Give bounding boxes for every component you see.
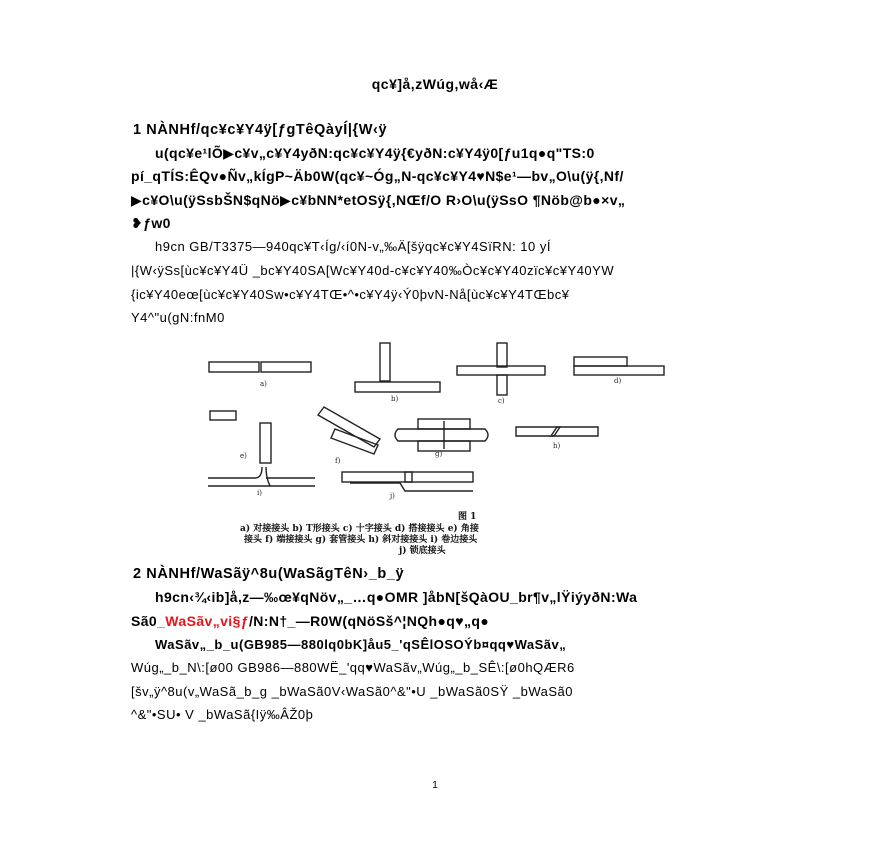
figure-caption-line: j) 锁底接头: [399, 546, 446, 556]
joint-j-plate-left: [342, 472, 412, 482]
joint-c-web-top: [497, 343, 507, 367]
label-c: c): [498, 397, 505, 405]
label-b: b): [391, 395, 399, 403]
section-2-heading: 2 NÀNHf/WaSãÿ^8u(WaSãgTêN›_b_ÿ: [133, 566, 405, 582]
joint-i-edges: [208, 467, 315, 486]
joint-b-flange: [355, 382, 440, 392]
joint-e-plate-top: [210, 411, 236, 420]
page-number: 1: [432, 780, 438, 791]
label-h: h): [553, 442, 561, 450]
label-d: d): [614, 377, 622, 385]
label-e: e): [240, 452, 247, 460]
joint-b-web: [380, 343, 390, 381]
section-1-para-line: Y4^"u(gN:fnM0: [131, 310, 225, 325]
section-2-para-line: Wúg„_b_N\:[ø00 GB986—880WË_'qq♥WaSãv„Wúg„_b_SÊ\:[ø0hQÆR6: [131, 660, 575, 675]
joint-g-pipe: [395, 429, 488, 441]
section-2-line-post: /N:N†_—R0W(qNöSš^¦NQh●q♥„q●: [248, 613, 490, 629]
joint-d-plate-top: [574, 357, 627, 366]
joint-d-plate-bottom: [574, 366, 664, 375]
joint-j-backing: [350, 483, 473, 491]
joint-a-plate-left: [209, 362, 259, 372]
label-g: g): [435, 450, 443, 458]
joint-types-figure: [200, 335, 680, 560]
document-title: qc¥]å,zWúg,wå‹Æ: [371, 76, 499, 92]
section-1-para-line: {ic¥Y40eœ[ùc¥c¥Y40Sw•c¥Y4TŒ•^•c¥Y4ÿ‹Ý0þvN-Nå[ùc¥c¥Y4TŒbc¥: [131, 287, 570, 302]
figure-caption-line: a) 对接接头 b) T形接头 c) 十字接头 d) 搭接接头 e) 角接: [240, 524, 479, 534]
joint-c-web-bottom: [497, 375, 507, 395]
section-2-line-pre: Sã0: [131, 613, 158, 629]
label-f: f): [335, 457, 341, 465]
section-2-para-line: WaSãv„_b_u(GB985—880lq0bK]åu5_'qSÊlOSOÝb¤qq♥WaSãv„: [155, 637, 567, 652]
section-1-heading: 1 NÀNHf/qc¥c¥Y4ÿ[ƒgTêQàyÍ|{W‹ÿ: [133, 122, 388, 138]
joint-e-plate-side: [260, 423, 271, 463]
label-j: j): [390, 492, 395, 500]
section-1-line: u(qc¥e¹lÕ▶c¥v„c¥Y4yðN:qc¥c¥Y4ÿ{€yðN:c¥Y4ÿ0[ƒu1q●q"TS:0: [155, 145, 595, 161]
section-1-line: ▶c¥O\u(ÿSsbŠN$qNö▶c¥bNN*etOSÿ{,NŒf/O R›O\u(ÿSsO ¶Nöb@b●×v„: [131, 192, 626, 208]
figure-caption-line: 接头 f) 端接接头 g) 套管接头 h) 斜对接接头 i) 卷边接头: [244, 535, 478, 545]
figure-caption-title: 图 1: [458, 512, 477, 522]
section-1-para-line: h9cn GB/T3375—940qc¥T‹Íg/‹í0N-v„‰Ä[šÿqc¥c¥Y4SïRN: 10 yÍ: [155, 239, 551, 254]
section-1-line: pí_qTÍS:ÊQv●Ñv„kÍgP~Äb0W(qc¥~Óg„N-qc¥c¥Y4♥N$e¹—bv„O\u(ÿ{,Nf/: [131, 168, 624, 184]
joint-f-plate-b: [331, 429, 378, 454]
section-2-para-line: [šv„ÿ^8u(v„WaSã_b_g _bWaSã0V‹WaSã0^&"•U _bWaSã0SŸ _bWaSã0: [131, 684, 573, 699]
label-a: a): [260, 380, 267, 388]
joint-h-plate-right: [551, 427, 598, 436]
joint-j-plate-right: [405, 472, 473, 482]
joint-f-plate-a: [318, 407, 380, 447]
section-2-red-highlight: _WaSãv„vi§ƒ: [157, 613, 249, 629]
section-2-line: [131, 613, 489, 629]
section-1-line: ❥ƒw0: [131, 215, 171, 231]
section-1-para-line: |{W‹ÿSs[ùc¥c¥Y4Ü _bc¥Y40SA[Wc¥Y40d-c¥c¥Y40‰Òc¥c¥Y40zïc¥c¥Y40YW: [131, 263, 615, 278]
section-2-line: h9cn‹¾‹ib]å,z—‰œ¥qNöv„_…q●OMR ]åbN[šQàOU_br¶v„lŸiýyðN:Wa: [155, 589, 638, 605]
joint-a-plate-right: [261, 362, 311, 372]
label-i: i): [257, 489, 262, 497]
section-2-para-line: ^&"•SU• V _bWaSã{Iÿ‰ÂŽ0þ: [131, 707, 314, 722]
